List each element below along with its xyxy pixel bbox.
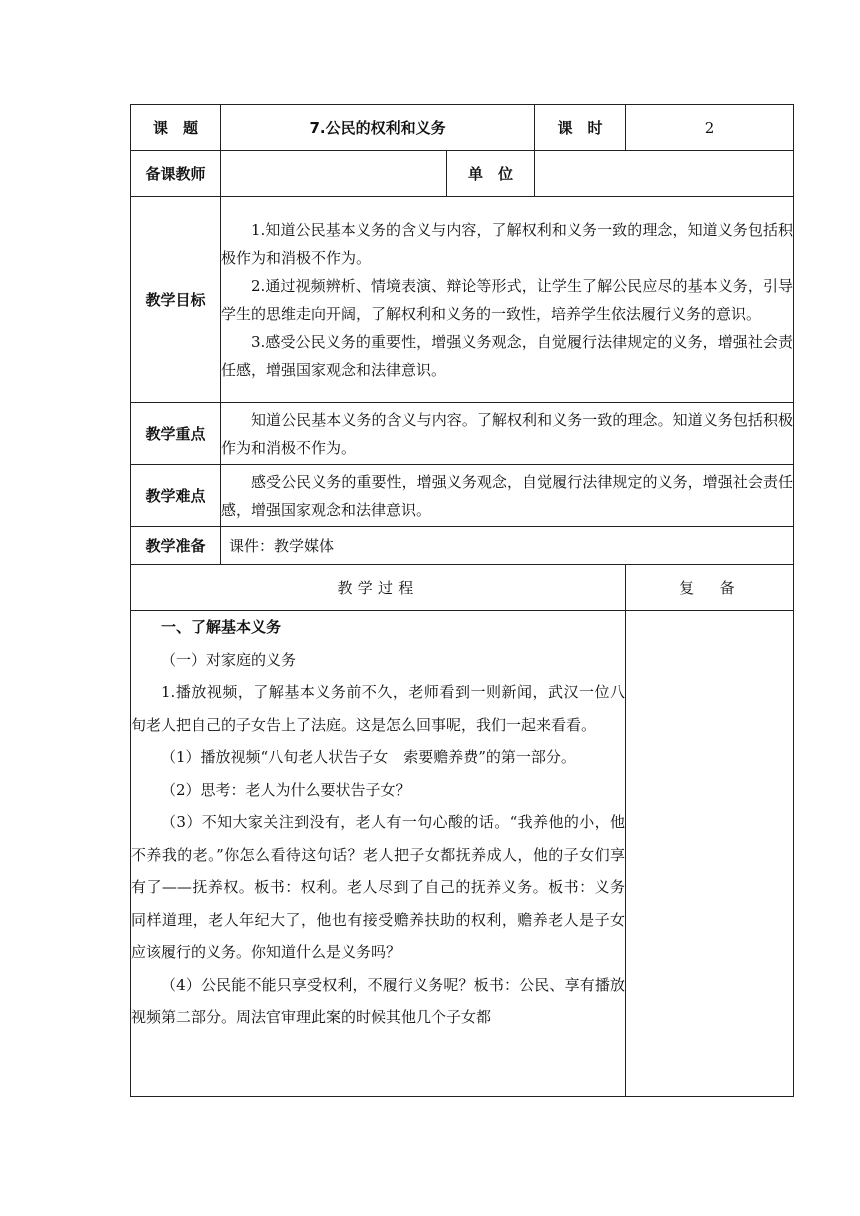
period-label: 课 时: [535, 105, 626, 151]
process-content: [131, 611, 626, 1097]
topic-value: 7.公民的权利和义务: [221, 105, 535, 151]
lesson-plan-table: [130, 104, 794, 1097]
objectives-label: 教学目标: [131, 197, 221, 403]
teacher-row: [131, 151, 794, 197]
process-paragraph: （1）播放视频“八旬老人状告子女 索要赡养费”的第一部分。: [161, 748, 576, 766]
unit-value: [535, 151, 794, 197]
sub-title: （一）对家庭的义务: [161, 650, 297, 669]
section-title: 一、了解基本义务: [161, 618, 282, 636]
notes-header: 复 备: [626, 565, 794, 611]
difficulties-text: 感受公民义务的重要性，增强义务观念，自觉履行法律规定的义务，增强社会责任感，增强国家观念和法律意识。: [221, 472, 794, 519]
topic-label: 课 题: [131, 105, 221, 151]
preparation-text: 课件：教学媒体: [221, 527, 794, 565]
process-header-row: [131, 565, 794, 611]
key-points-row: [131, 403, 794, 465]
process-paragraph: （4）公民能不能只享受权利，不履行义务呢？板书：公民、享有播放视频第二部分。周法官审理此案的时候其他几个子女都: [131, 975, 626, 1026]
topic-row: [131, 105, 794, 151]
objective-item: 1.知道公民基本义务的含义与内容，了解权利和义务一致的理念，知道义务包括积极作为和消极不作为。: [221, 220, 794, 267]
period-value: 2: [626, 105, 794, 151]
teacher-label: 备课教师: [131, 151, 221, 197]
preparation-label: 教学准备: [131, 527, 221, 565]
key-points-label: 教学重点: [131, 403, 221, 465]
process-row: [131, 611, 794, 1097]
objective-item: 3.感受公民义务的重要性，增强义务观念，自觉履行法律规定的义务，增强社会责任感，增强国家观念和法律意识。: [221, 332, 794, 379]
objectives-row: [131, 197, 794, 403]
key-points-text: 知道公民基本义务的含义与内容。了解权利和义务一致的理念。知道义务包括积极作为和消极不作为。: [221, 410, 794, 457]
objectives-content: [221, 197, 794, 403]
unit-label: 单 位: [447, 151, 535, 197]
teacher-value: [221, 151, 447, 197]
process-paragraph: （3）不知大家关注到没有，老人有一句心酸的话。“我养他的小，他不养我的老。”你怎么看待这句话？老人把子女都抚养成人，他的子女们享有了——抚养权。板书：权利。老人尽到了自己的抚养义务。板书：义务同样道理，老人年纪大了，他也有接受赡养扶助的权利，赡养老人是子女应该履行的义务。你知道什么是义务吗？: [131, 813, 626, 961]
preparation-row: [131, 527, 794, 565]
notes-content: [626, 611, 794, 1097]
objective-item: 2.通过视频辨析、情境表演、辩论等形式，让学生了解公民应尽的基本义务，引导学生的思维走向开阔，了解权利和义务的一致性，培养学生依法履行义务的意识。: [221, 276, 794, 323]
difficulties-row: [131, 465, 794, 527]
process-header: 教学过程: [131, 565, 626, 611]
process-paragraph: （2）思考：老人为什么要状告子女？: [161, 780, 411, 799]
process-paragraph: 1.播放视频，了解基本义务前不久，老师看到一则新闻，武汉一位八旬老人把自己的子女告上了法庭。这是怎么回事呢，我们一起来看看。: [131, 683, 626, 734]
difficulties-label: 教学难点: [131, 465, 221, 527]
